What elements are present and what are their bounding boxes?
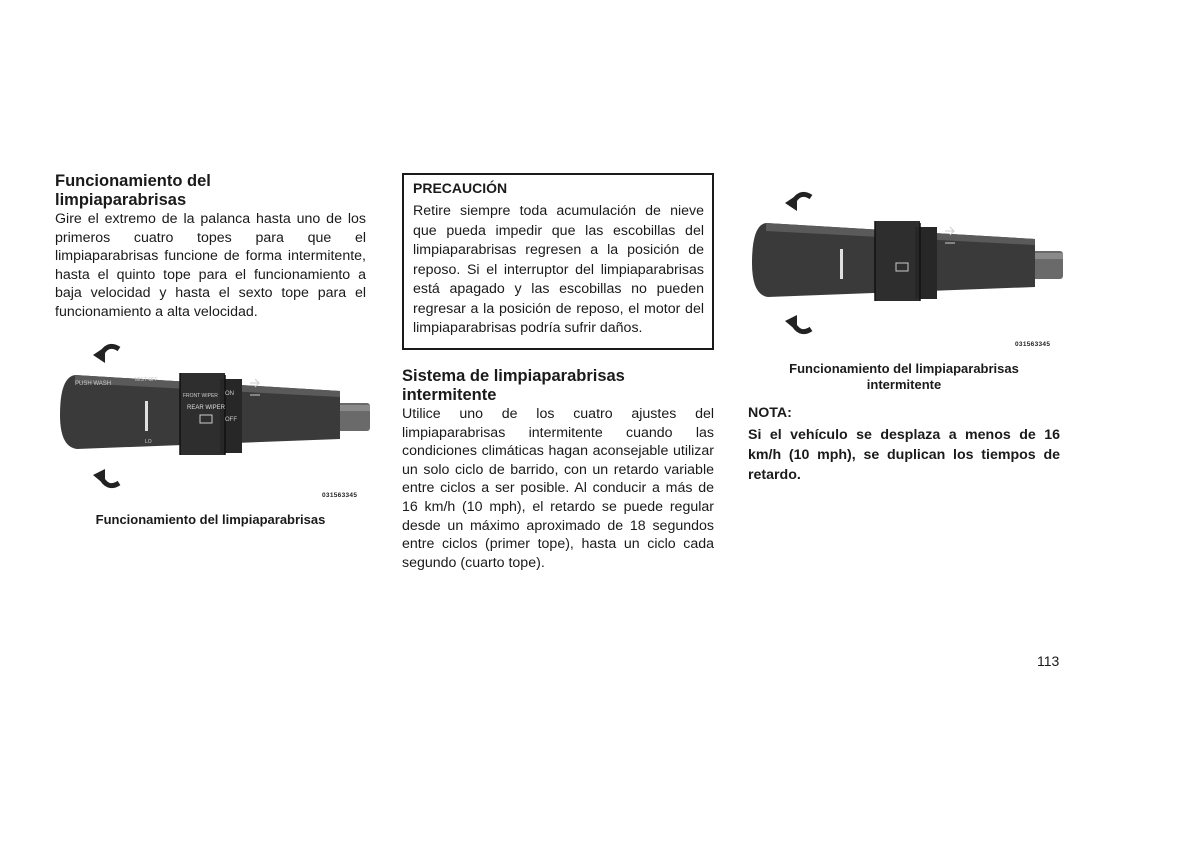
wiper-operation-text: Gire el extremo de la palanca hasta uno de los primeros cuatro topes para que el limpiaparabrisas funcione de forma intermitente, hasta el quinto tope para el funcionamiento a baja velocidad y hasta el sexto tope para el funcionamiento a alta velocidad.	[55, 211, 366, 320]
section-heading-intermittent: Sistema de limpiaparabrisas intermitente	[402, 367, 625, 404]
figure-caption-right: Funcionamiento del limpiaparabrisas intermitente	[789, 361, 1019, 392]
note-title: NOTA:	[748, 405, 792, 421]
section-heading-wiper-operation: Funcionamiento del limpiaparabrisas	[55, 172, 211, 209]
wiper-lever-figure-right	[748, 185, 1063, 350]
wiper-lever-figure-left	[55, 335, 370, 503]
caution-text: Retire siempre toda acumulación de nieve que pueda impedir que las escobillas del limpiaparabrisas regresen a la posición de reposo. Si el interruptor del limpiaparabrisas está apagado y las escobillas no pueden regresar a la posición de reposo, el motor del limpiaparabrisas podría sufrir daños.	[413, 203, 704, 336]
off-label: OFF	[225, 417, 237, 423]
figure-code-right: 031563345	[1015, 341, 1051, 348]
caution-title: PRECAUCIÓN	[413, 180, 508, 196]
wiper-lever-illustration	[55, 335, 370, 503]
page-number: 113	[1037, 653, 1060, 669]
figure-caption-left: Funcionamiento del limpiaparabrisas	[95, 512, 326, 527]
caution-box	[402, 173, 714, 350]
front-wiper-label: FRONT WIPER	[183, 393, 218, 399]
rear-wiper-label: REAR WIPER	[187, 405, 226, 411]
lo-label: LO	[145, 439, 152, 445]
push-wash-label: PUSH WASH	[75, 381, 112, 387]
on-label: ON	[225, 391, 234, 397]
figure-code-left: 031563345	[322, 492, 358, 499]
note-text: Si el vehículo se desplaza a menos de 16 km/h (10 mph), se duplican los tiempos de retardo.	[748, 427, 1060, 483]
intermittent-text: Utilice uno de los cuatro ajustes del limpiaparabrisas intermitente cuando las condiciones climáticas hagan aconsejable utilizar un solo ciclo de barrido, con un retardo variable entre ciclos a ser posible. Al conducir a más de 16 km/h (10 mph), el retardo se puede regular desde un máximo aproximado de 18 segundos entre ciclos (primer tope), hasta un ciclo cada segundo (cuarto tope).	[402, 406, 714, 571]
wiper-lever-illustration-right	[748, 185, 1063, 350]
mist-off-label: MIST OFF	[135, 377, 159, 383]
